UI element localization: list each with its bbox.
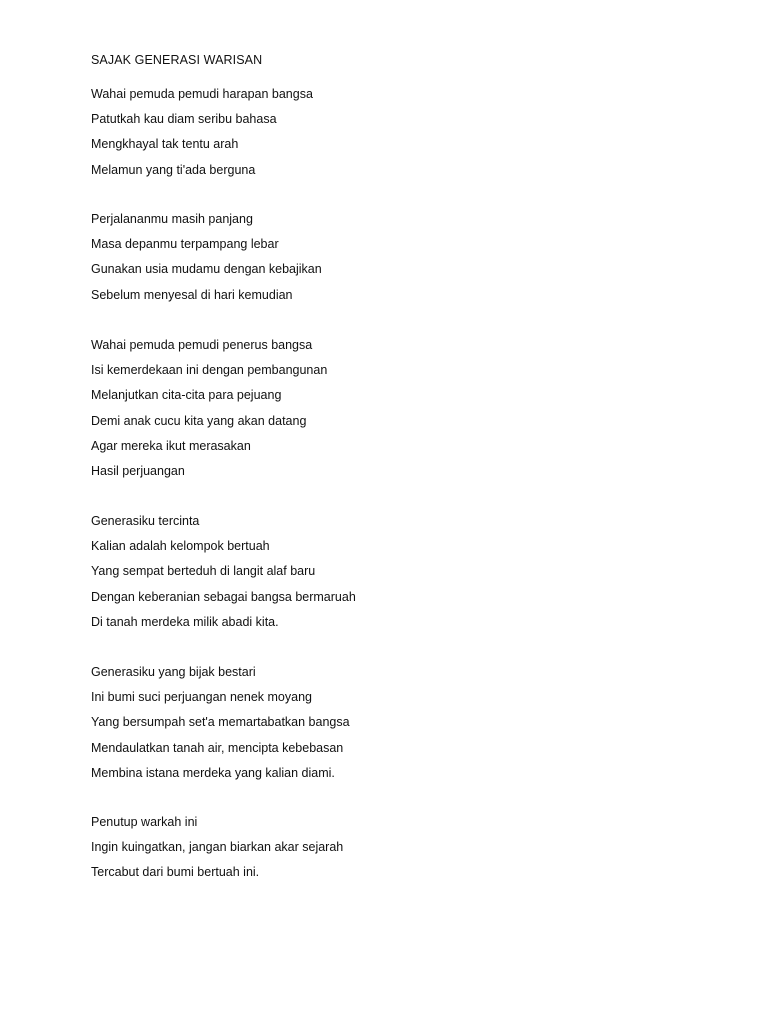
poem-line: Kalian adalah kelompok bertuah	[91, 539, 270, 554]
poem-line: Wahai pemuda pemudi harapan bangsa	[91, 87, 313, 101]
poem-line: Ingin kuingatkan, jangan biarkan akar sejarah	[91, 840, 344, 855]
poem-line: Yang sempat berteduh di langit alaf baru	[91, 564, 316, 579]
poem-line: Yang bersumpah set'a memartabatkan bangsa	[91, 715, 350, 730]
poem-line: Generasiku yang bijak bestari	[91, 665, 256, 679]
poem-line: Melanjutkan cita-cita para pejuang	[91, 388, 282, 403]
poem-line: Hasil perjuangan	[91, 463, 185, 478]
stanza-4	[91, 509, 356, 635]
poem-line: Penutup warkah ini	[91, 815, 198, 829]
poem-line: Di tanah merdeka milik abadi kita.	[91, 614, 279, 629]
poem-line: Patutkah kau diam seribu bahasa	[91, 112, 277, 127]
poem-line: Tercabut dari bumi bertuah ini.	[91, 865, 260, 880]
stanza-2	[91, 207, 322, 308]
poem-line: Masa depanmu terpampang lebar	[91, 237, 279, 252]
poem-line: Mendaulatkan tanah air, mencipta kebebasan	[91, 740, 344, 755]
stanza-3	[91, 333, 327, 484]
poem-line: Demi anak cucu kita yang akan datang	[91, 413, 307, 428]
poem-line: Ini bumi suci perjuangan nenek moyang	[91, 690, 312, 705]
poem-line: Isi kemerdekaan ini dengan pembangunan	[91, 363, 328, 378]
poem-line: Agar mereka ikut merasakan	[91, 438, 251, 453]
poem-line: Sebelum menyesal di hari kemudian	[91, 287, 293, 302]
stanza-5	[91, 660, 350, 786]
stanza-1	[91, 82, 313, 183]
stanza-6	[91, 810, 343, 886]
poem-line: Mengkhayal tak tentu arah	[91, 137, 239, 152]
poem-line: Membina istana merdeka yang kalian diami.	[91, 765, 335, 780]
poem-title: SAJAK GENERASI WARISAN	[91, 53, 263, 67]
poem-line: Melamun yang ti'ada berguna	[91, 162, 256, 177]
poem-line: Perjalananmu masih panjang	[91, 212, 253, 226]
poem-line: Dengan keberanian sebagai bangsa bermaruah	[91, 589, 356, 604]
poem-line: Generasiku tercinta	[91, 514, 200, 528]
poem-line: Wahai pemuda pemudi penerus bangsa	[91, 338, 313, 352]
poem-line: Gunakan usia mudamu dengan kebajikan	[91, 262, 322, 277]
